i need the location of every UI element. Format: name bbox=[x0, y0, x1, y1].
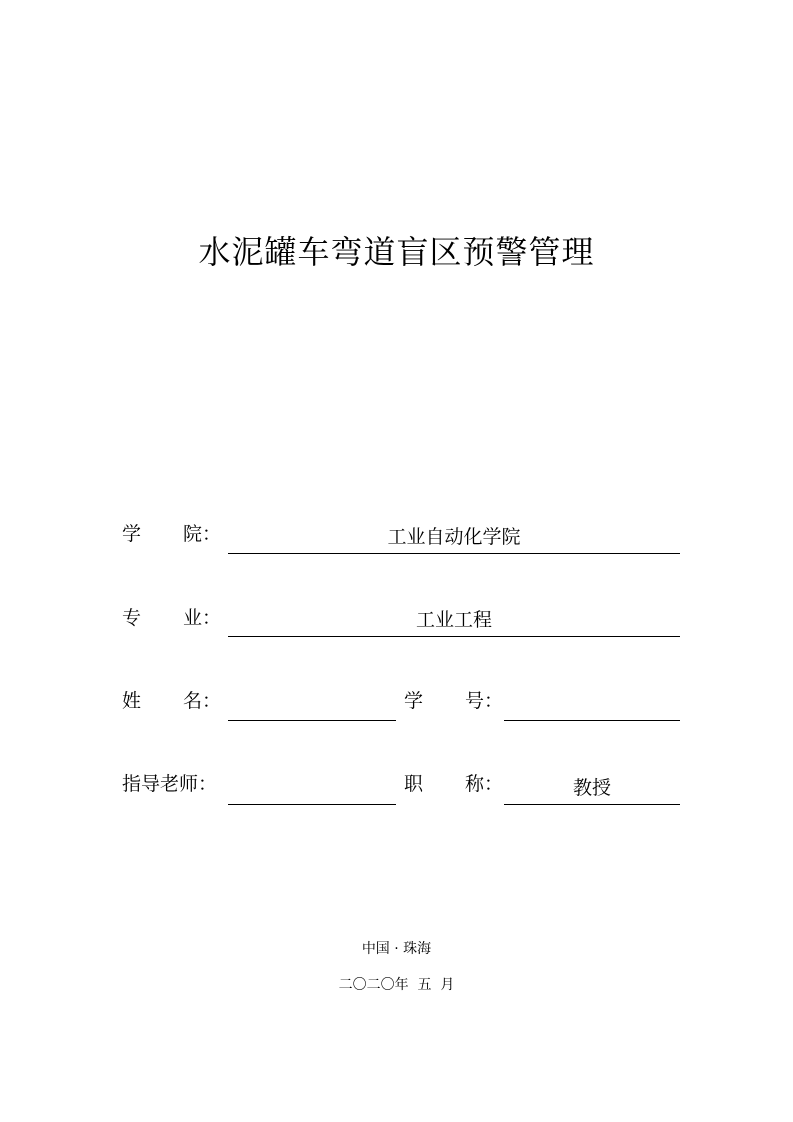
college-label bbox=[122, 522, 221, 546]
college-label-a: 学 bbox=[122, 523, 142, 545]
college-field: 工业自动化学院 bbox=[228, 524, 680, 554]
advisor-label: 指导老师： bbox=[122, 773, 218, 795]
major-label bbox=[122, 606, 221, 630]
major-label-a: 专 bbox=[122, 607, 142, 629]
footer-date: 二〇二〇年 五 月 bbox=[338, 977, 455, 993]
rank-field: 教授 bbox=[504, 775, 680, 805]
name-label bbox=[122, 689, 221, 713]
college-label-b: 院： bbox=[183, 523, 222, 545]
advisor-field bbox=[228, 775, 396, 805]
student-id-field bbox=[504, 691, 680, 721]
rank-label-b: 称： bbox=[465, 773, 504, 795]
name-field bbox=[228, 691, 396, 721]
rank-label-a: 职 bbox=[404, 773, 424, 795]
student-id-label-a: 学 bbox=[404, 690, 424, 712]
document-title: 水泥罐车弯道盲区预警管理 bbox=[198, 233, 595, 271]
rank-label bbox=[404, 772, 503, 796]
student-id-label-b: 号： bbox=[465, 690, 504, 712]
student-id-label bbox=[404, 689, 503, 713]
name-label-b: 名： bbox=[183, 690, 222, 712]
footer-location: 中国 · 珠海 bbox=[361, 941, 432, 957]
name-label-a: 姓 bbox=[122, 690, 142, 712]
major-field: 工业工程 bbox=[228, 607, 680, 637]
major-label-b: 业： bbox=[183, 607, 222, 629]
